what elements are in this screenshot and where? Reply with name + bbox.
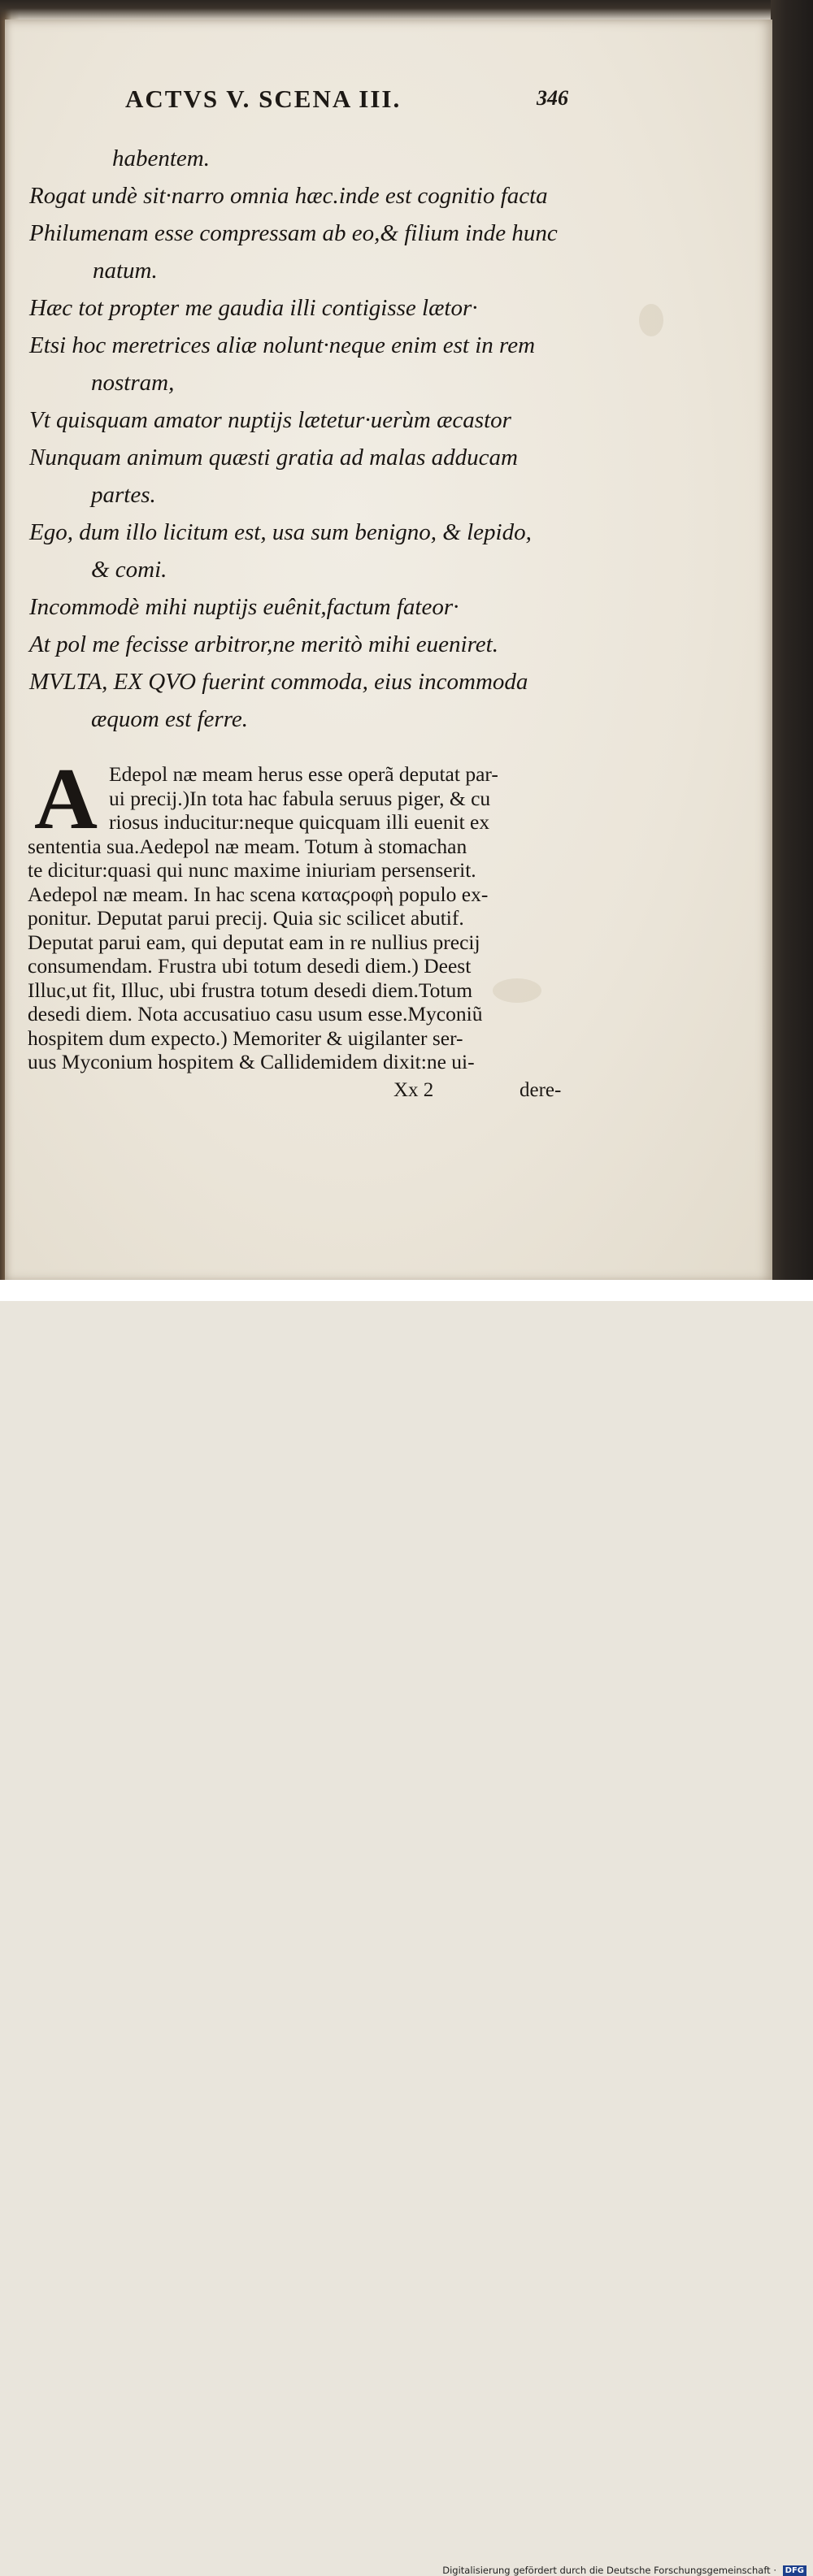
commentary-line: Aedepol næ meam. In hac scena καταϛροφὴ populo ex- (28, 882, 489, 906)
verse-line: Incommodè mihi nuptijs euênit,factum fateor· (29, 594, 459, 620)
commentary-line: desedi diem. Nota accusatiuo casu usum esse.Myconiũ (28, 1002, 483, 1026)
commentary-line: riosus inducitur:neque quicquam illi euenit ex (109, 810, 490, 834)
paper-stain (639, 304, 663, 336)
verse-line: & comi. (91, 557, 167, 583)
verse-line: MVLTA, EX QVO fuerint commoda, eius incommoda (29, 669, 528, 695)
commentary-line: uus Myconium hospitem & Callidemidem dixit:ne ui- (28, 1050, 475, 1073)
commentary-line: Illuc,ut fit, Illuc, ubi frustra totum desedi diem.Totum (28, 978, 473, 1002)
commentary-line: consumendam. Frustra ubi totum desedi diem.) Deest (28, 954, 472, 978)
verse-line: Hæc tot propter me gaudia illi contigisse lætor· (29, 295, 478, 321)
page-header (125, 85, 589, 117)
folio-number: 346 (537, 86, 568, 110)
dfg-logo: DFG (783, 2565, 806, 2576)
commentary-line: ui precij.)In tota hac fabula seruus piger, & cu (109, 786, 491, 810)
running-title: ACTVS V. SCENA III. (125, 85, 402, 113)
book-binding-edge (771, 0, 813, 1301)
commentary-line: Edepol næ meam herus esse operã deputat par- (109, 762, 498, 786)
book-top-edge (0, 0, 813, 21)
commentary-block (28, 751, 580, 1074)
commentary-line: ponitur. Deputat parui precij. Quia sic scilicet abutif. (28, 906, 464, 930)
verse-line: Rogat undè sit·narro omnia hæc.inde est cognitio facta (29, 183, 548, 209)
signature-mark: Xx 2 (393, 1079, 434, 1101)
page-catchline (28, 1079, 580, 1105)
drop-cap-initial: A (34, 751, 98, 848)
commentary-line: hospitem dum expecto.) Memoriter & uigilanter ser- (28, 1026, 463, 1050)
verse-line: æquom est ferre. (91, 706, 249, 732)
digitization-credit (442, 2565, 806, 2576)
verse-line: At pol me fecisse arbitror,ne meritò mihi eueniret. (29, 631, 498, 657)
commentary-line: sententia sua.Aedepol næ meam. Totum à stomachan (28, 834, 467, 858)
verse-line: nostram, (91, 370, 175, 396)
credit-text: Digitalisierung gefördert durch die Deutsche Forschungsgemeinschaft · (442, 2565, 776, 2576)
catchword: dere- (520, 1079, 562, 1101)
verse-line: Vt quisquam amator nuptijs lætetur·uerùm æcastor (29, 407, 511, 433)
verse-line: natum. (93, 258, 158, 284)
verse-line: Nunquam animum quæsti gratia ad malas adducam (29, 445, 518, 471)
commentary-line: te dicitur:quasi qui nunc maxime iniuriam persenserit. (28, 858, 476, 882)
verse-line: Philumenam esse compressam ab eo,& filium inde hunc (29, 220, 558, 246)
verse-line: Ego, dum illo licitum est, usa sum benigno, & lepido, (29, 519, 532, 545)
verse-line: Etsi hoc meretrices aliæ nolunt·neque enim est in rem (29, 332, 536, 358)
credit-bar (0, 1280, 813, 2576)
commentary-line: Deputat parui eam, qui deputat eam in re nullius precij (28, 930, 480, 954)
verse-line: partes. (91, 482, 156, 508)
book-page (5, 20, 772, 1282)
verse-line: habentem. (112, 145, 210, 171)
